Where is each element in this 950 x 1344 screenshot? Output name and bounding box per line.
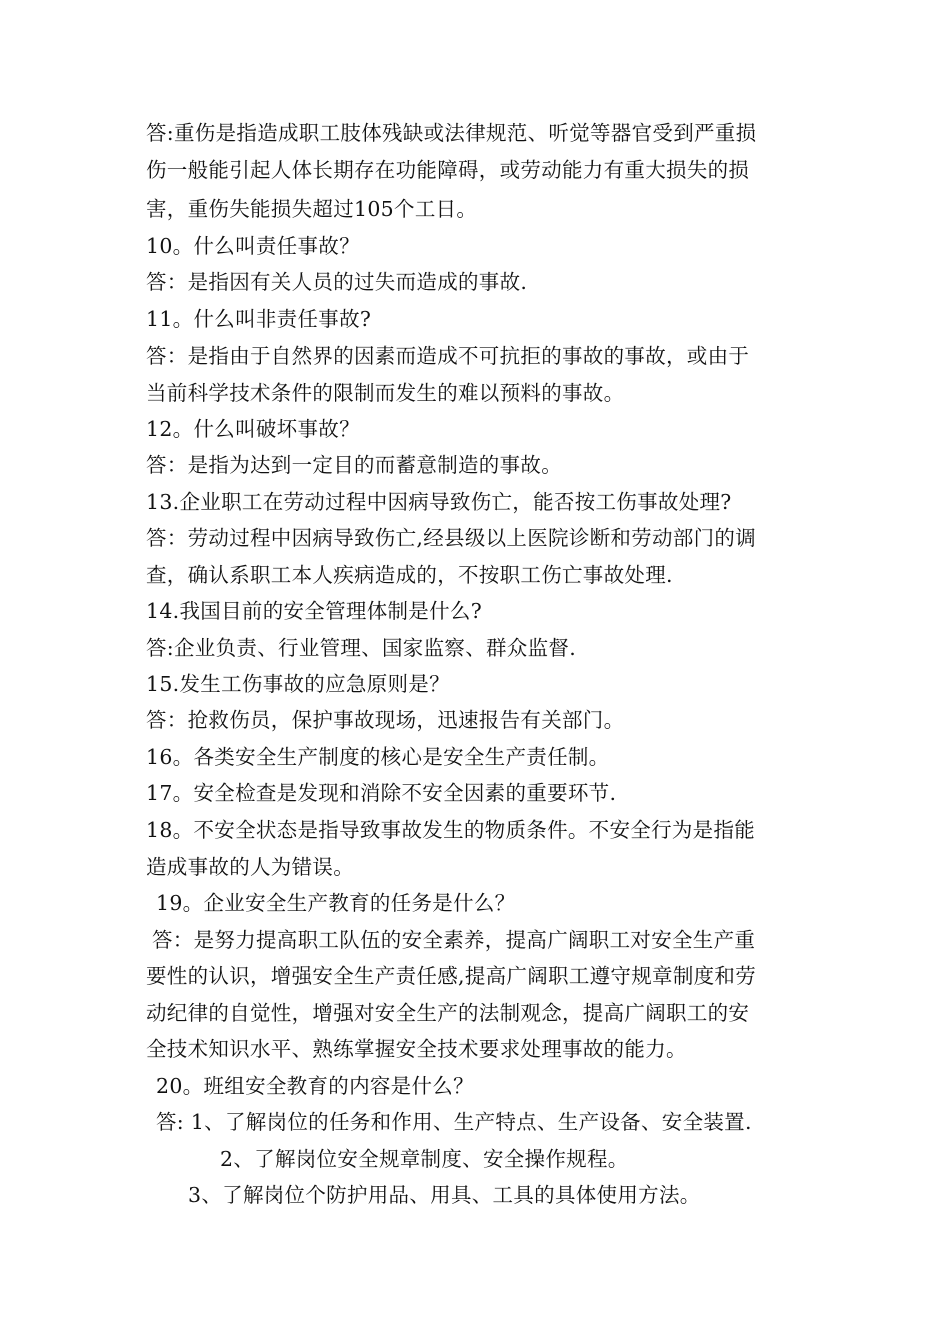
text-line-29: 2、了解岗位安全规章制度、安全操作规程。 — [220, 1147, 629, 1171]
text-line-14: 14.我国目前的安全管理体制是什么? — [146, 599, 482, 623]
text-line-19: 17。安全检查是发现和消除不安全因素的重要环节. — [146, 781, 617, 805]
text-line-2: 伤一般能引起人体长期存在功能障碍，或劳动能力有重大损失的损 — [146, 158, 750, 182]
text-line-26: 全技术知识水平、熟练掌握安全技术要求处理事故的能力。 — [146, 1037, 687, 1061]
text-line-11: 13.企业职工在劳动过程中因病导致伤亡，能否按工伤事故处理? — [146, 490, 732, 514]
text-line-28: 答: 1、了解岗位的任务和作用、生产特点、生产设备、安全装置. — [156, 1110, 752, 1134]
text-line-25: 动纪律的自觉性，增强对安全生产的法制观念，提高广阔职工的安 — [146, 1001, 750, 1025]
text-line-20: 18。不安全状态是指导致事故发生的物质条件。不安全行为是指能 — [146, 818, 756, 842]
text-line-23: 答：是努力提高职工队伍的安全素养，提高广阔职工对安全生产重 — [152, 928, 756, 952]
text-line-18: 16。各类安全生产制度的核心是安全生产责任制。 — [146, 745, 610, 769]
text-line-5: 答：是指因有关人员的过失而造成的事故. — [146, 270, 528, 294]
text-line-17: 答：抢救伤员，保护事故现场，迅速报告有关部门。 — [146, 708, 625, 732]
text-line-10: 答：是指为达到一定目的而蓄意制造的事故。 — [146, 453, 562, 477]
text-line-22: 19。企业安全生产教育的任务是什么？ — [156, 891, 516, 915]
text-line-9: 12。什么叫破坏事故？ — [146, 417, 360, 441]
text-line-13: 查，确认系职工本人疾病造成的，不按职工伤亡事故处理. — [146, 563, 673, 587]
text-line-21: 造成事故的人为错误。 — [146, 855, 354, 879]
text-line-27: 20。班组安全教育的内容是什么？ — [156, 1074, 474, 1098]
text-line-3: 害，重伤失能损失超过105个工日。 — [146, 197, 478, 221]
text-line-15: 答:企业负责、行业管理、国家监察、群众监督. — [146, 636, 577, 660]
text-line-4: 10。什么叫责任事故？ — [146, 234, 360, 258]
text-line-16: 15.发生工伤事故的应急原则是？ — [146, 672, 450, 696]
text-line-8: 当前科学技术条件的限制而发生的难以预料的事故。 — [146, 381, 625, 405]
text-line-1: 答:重伤是指造成职工肢体残缺或法律规范、听觉等器官受到严重损 — [146, 121, 757, 145]
text-line-7: 答：是指由于自然界的因素而造成不可抗拒的事故的事故，或由于 — [146, 344, 750, 368]
text-line-12: 答：劳动过程中因病导致伤亡,经县级以上医院诊断和劳动部门的调 — [146, 526, 757, 550]
text-line-30: 3、了解岗位个防护用品、用具、工具的具体使用方法。 — [188, 1183, 701, 1207]
text-line-6: 11。什么叫非责任事故? — [146, 307, 372, 331]
text-line-24: 要性的认识，增强安全生产责任感,提高广阔职工遵守规章制度和劳 — [146, 964, 757, 988]
